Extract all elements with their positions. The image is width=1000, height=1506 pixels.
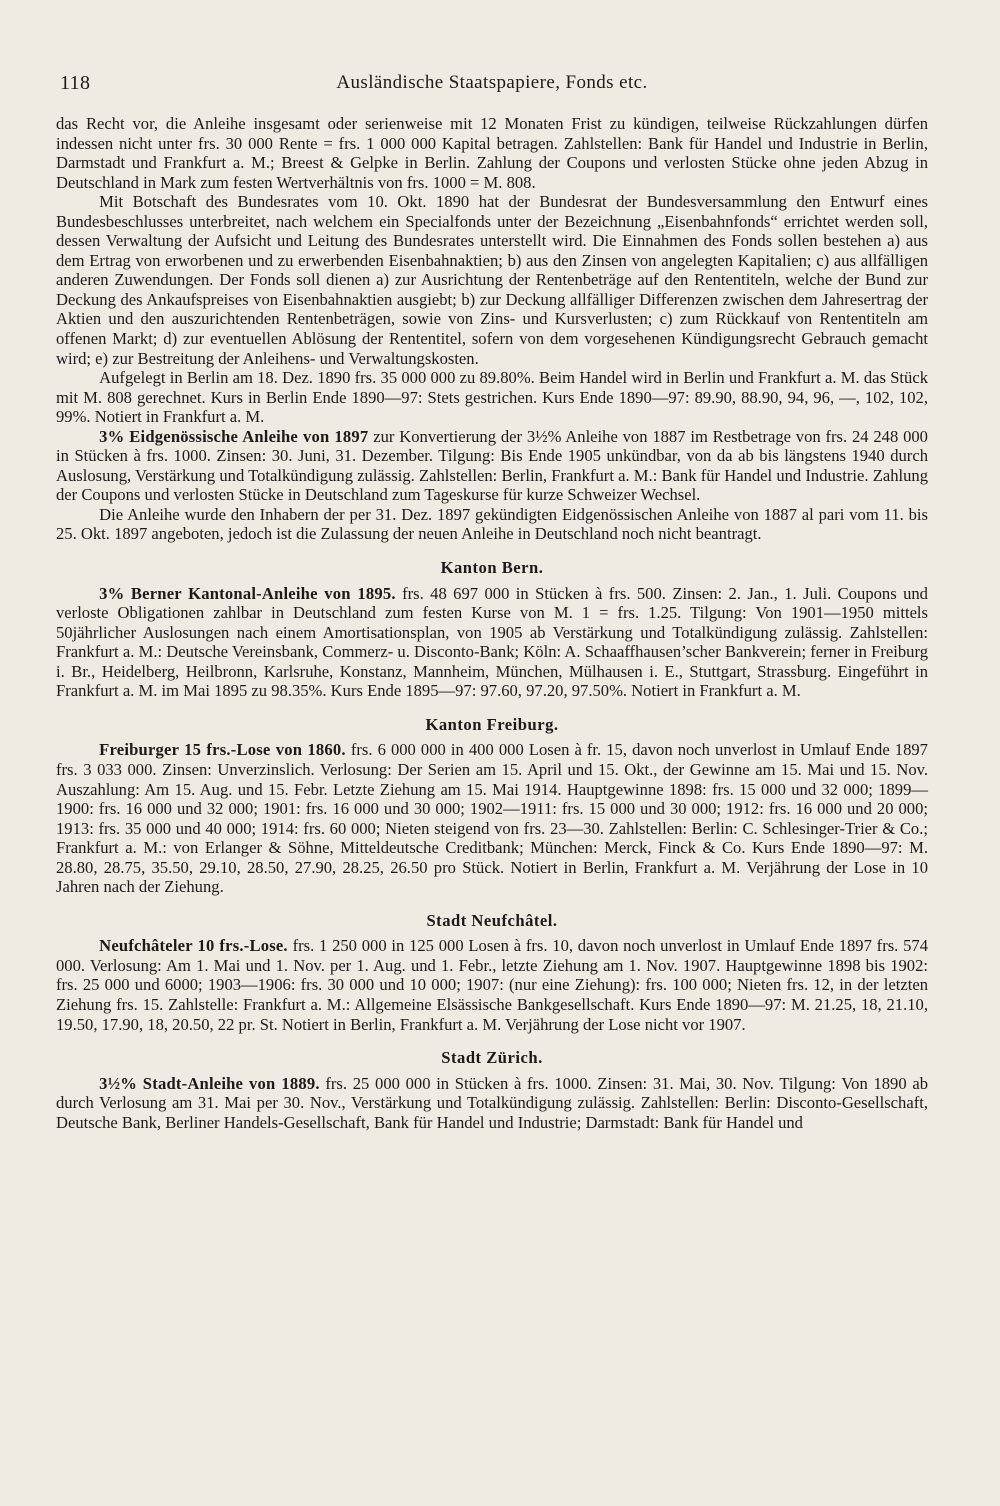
document-body [56,114,928,1132]
bern-paragraph [56,584,928,701]
intro-paragraph-3: Aufgelegt in Berlin am 18. Dez. 1890 frs. 35 000 000 zu 89.80%. Beim Handel wird in Berlin und Frankfurt a. M. das Stück mit M. 808 gerechnet. Kurs in Berlin Ende 1890—97: Stets gestrichen. Kurs Ende 1890—97: 89.90, 88.90, 94, 96, —, 102, 102, 99%. Notiert in Frankfurt a. M. [56,368,928,427]
eidg-paragraph-1 [56,427,928,505]
neuchatel-text: frs. 1 250 000 in 125 000 Losen à frs. 10, davon noch unverlost in Umlauf Ende 1897 frs. 574 000. Verlosung: Am 1. Mai und 1. Nov. per 1. Aug. und 1. Febr., letzte Ziehung am 1. Nov. 1907. Hauptgewinne 1898 bis 1902: frs. 25 000 und 6000; 1903—1906: frs. 30 000 und 10 000; 1907: (nur eine Ziehung): frs. 100 000; Nieten frs. 12, in der letzten Ziehung frs. 15. Zahlstelle: Frankfurt a. M.: Allgemeine Elsässische Bankgesellschaft. Kurs Ende 1890—97: M. 21.25, 18, 21.10, 19.50, 17.90, 18, 20.50, 22 pr. St. Notiert in Berlin, Frankfurt a. M. Verjährung der Lose nicht vor 1907. [56,936,928,1034]
intro-paragraph-1: das Recht vor, die Anleihe insgesamt oder serienweise mit 12 Monaten Frist zu kündigen, teilweise Rückzahlungen dürfen indessen nicht unter frs. 30 000 Rente = frs. 1 000 000 Kapital betragen. Zahlstellen: Bank für Handel und Industrie in Berlin, Darmstadt und Frankfurt a. M.; Breest & Gelpke in Berlin. Zahlung der Coupons und verlosten Stücke ohne jeden Abzug in Deutschland in Mark zum festen Wertverhältnis von frs. 1000 = M. 808. [56,114,928,192]
eidg-paragraph-2: Die Anleihe wurde den Inhabern der per 31. Dez. 1897 gekündigten Eidgenössischen Anleihe von 1887 al pari vom 11. bis 25. Okt. 1897 angeboten, jedoch ist die Zulassung der neuen Anleihe in Deutschland noch nicht beantragt. [56,504,928,544]
eidg-lead-pct: 3% [99,426,125,446]
heading-kanton-freiburg: Kanton Freiburg. [425,714,559,734]
neuchatel-lead-title: Neufchâteler 10 frs.-Lose. [99,936,288,956]
zurich-text: frs. 25 000 000 in Stücken à frs. 1000. Zinsen: 31. Mai, 30. Nov. Tilgung: Von 1890 ab durch Verlosung am 31. Mai per 30. Nov., Verstärkung und Totalkündigung zulässig. Zahlstellen: Berlin: Disconto-Gesellschaft, Deutsche Bank, Berliner Handels-Gesellschaft, Bank für Handel und Industrie; Darmstadt: Bank für Handel und [56,1073,928,1132]
neuchatel-paragraph [56,936,928,1034]
freiburg-text: frs. 6 000 000 in 400 000 Losen à fr. 15, davon noch unverlost in Umlauf Ende 1897 frs. 3 033 000. Zinsen: Unverzinslich. Verlosung: Der Serien am 15. April und 15. Okt., der Gewinne am 15. Mai und 15. Nov. Auszahlung: Am 15. Aug. und 15. Febr. Letzte Ziehung am 15. Mai 1914. Hauptgewinne 1898: frs. 15 000 und 32 000; 1899—1900: frs. 16 000 und 32 000; 1901: frs. 16 000 und 30 000; 1902—1911: frs. 15 000 und 30 000; 1912: frs. 16 000 und 20 000; 1913: frs. 35 000 und 40 000; 1914: frs. 60 000; Nieten steigend von frs. 23—30. Zahlstellen: Berlin: C. Schlesinger-Trier & Co.; Frankfurt a. M.: von Erlanger & Söhne, Mitteldeutsche Creditbank; München: Merck, Finck & Co. Kurs Ende 1890—97: M. 28.80, 28.75, 35.50, 29.10, 28.50, 27.90, 28.25, 26.50 pro Stück. Notiert in Berlin, Frankfurt a. M. Verjährung der Lose in 10 Jahren nach der Ziehung. [56,740,928,897]
bern-lead-title: Berner Kantonal-Anleihe von 1895. [130,583,396,603]
running-title: Ausländische Staatspapiere, Fonds etc. [336,72,648,93]
intro-paragraph-2: Mit Botschaft des Bundesrates vom 10. Okt. 1890 hat der Bundesrat der Bundesversammlung den Entwurf eines Bundesbeschlusses unterbreitet, nach welchem ein Specialfonds unter der Bezeichnung „Eisenbahnfonds“ errichtet werden soll, dessen Verwaltung der Aufsicht und Leitung des Bundesrates unterstellt wird. Die Einnahmen des Fonds sollen bestehen a) aus dem Ertrag von erworbenen und zu erwerbenden Eisenbahnaktien; b) aus den Zinsen von angelegten Kapitalien; c) aus allfälligen anderen Zuwendungen. Der Fonds soll dienen a) zur Ausrichtung der Rentenbeträge auf den Rententiteln, welche der Bund zur Deckung des Ankaufspreises von Eisenbahnaktien ausgiebt; b) zur Deckung allfälliger Differenzen zwischen dem Jahresertrag der Aktien und den auszurichtenden Rentenbeträgen, sowie von Zins- und Kursverlusten; c) zum Rückkauf von Rententiteln am offenen Markt; d) zur eventuellen Ablösung der Rententitel, sofern von dem vorgesehenen Kündigungsrecht Gebrauch gemacht wird; e) zur Bestreitung der Anleihens- und Verwaltungskosten. [56,192,928,368]
zurich-lead-title: Stadt-Anleihe von 1889. [142,1073,320,1093]
freiburg-paragraph [56,740,928,896]
eidg-lead-title: Eidgenössische Anleihe von 1897 [129,426,369,446]
bern-lead-pct: 3% [99,583,125,603]
heading-kanton-bern: Kanton Bern. [440,558,544,578]
eidg-text: zur Konvertierung der 3½% Anleihe von 1887 im Restbetrage von frs. 24 248 000 in Stücken à frs. 1000. Zinsen: 30. Juni, 31. Dezember. Tilgung: Bis Ende 1905 unkündbar, von da ab bis längstens 1940 durch Auslosung, Verstärkung und Totalkündigung zulässig. Zahlstellen: Berlin, Frankfurt a. M.: Bank für Handel und Industrie. Zahlung der Coupons und verlosten Stücke in Deutschland zum Tageskurse für kurze Schweizer Wechsel. [56,426,928,505]
zurich-lead-pct: 3½% [99,1073,138,1093]
zurich-paragraph [56,1074,928,1133]
heading-stadt-zurich: Stadt Zürich. [441,1048,543,1068]
heading-stadt-neufchatel: Stadt Neufchâtel. [426,910,558,930]
page-number: 118 [60,72,91,94]
bern-text: frs. 48 697 000 in Stücken à frs. 500. Zinsen: 2. Jan., 1. Juli. Coupons und verloste Obligationen zahlbar in Deutschland zum festen Kurse von M. 1 = frs. 1.25. Tilgung: Von 1901—1950 mittels 50jährlicher Auslosungen nach einem Amortisationsplan, von 1905 ab Verstärkung und Totalkündigung zulässig. Zahlstellen: Frankfurt a. M.: Deutsche Vereinsbank, Commerz- u. Disconto-Bank; Köln: A. Schaaffhausen’scher Bankverein; ferner in Freiburg i. Br., Heidelberg, Heilbronn, Karlsruhe, Konstanz, Mannheim, München, Mülhausen i. E., Stuttgart, Strassburg. Eingeführt in Frankfurt a. M. im Mai 1895 zu 98.35%. Kurs Ende 1895—97: 97.60, 97.20, 97.50%. Notiert in Frankfurt a. M. [56,583,928,701]
freiburg-lead-title: Freiburger 15 frs.-Lose von 1860. [99,740,346,760]
page [56,68,928,1132]
running-head [56,68,928,102]
